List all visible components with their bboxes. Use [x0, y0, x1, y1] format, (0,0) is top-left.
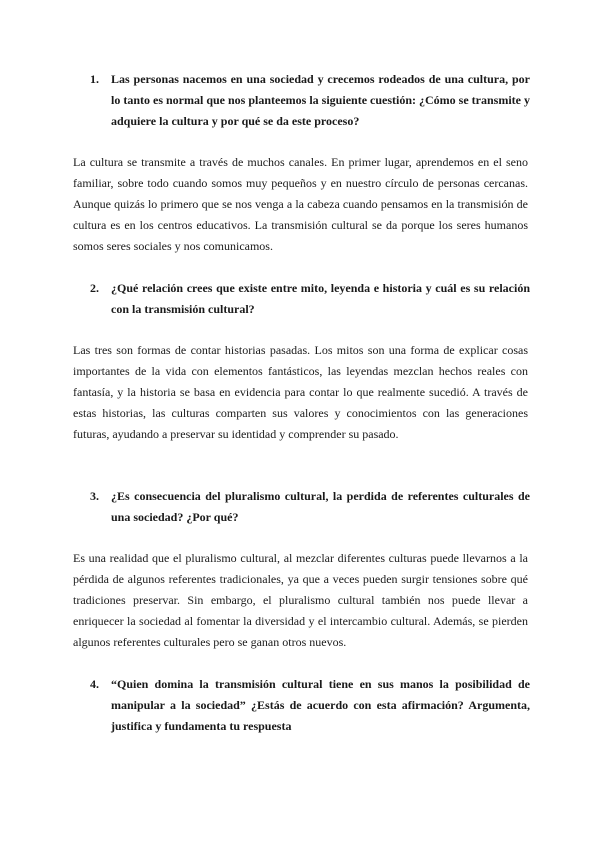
- question-2: [90, 278, 530, 320]
- question-1-text: Las personas nacemos en una sociedad y crecemos rodeados de una cultura, por lo tanto es normal que nos planteemos la siguiente cuestión: ¿Cómo se transmite y adquiere la cultura y por qué se da este proceso?: [111, 72, 530, 128]
- question-2-text: ¿Qué relación crees que existe entre mito, leyenda e historia y cuál es su relación con la transmisión cultural?: [111, 281, 530, 316]
- question-1: [90, 69, 530, 132]
- answer-3: Es una realidad que el pluralismo cultural, al mezclar diferentes culturas puede llevarnos a la pérdida de algunos referentes tradicionales, ya que a veces pueden surgir tensiones sobre qué tradiciones preservar. Sin embargo, el pluralismo cultural también nos puede llevar a enriquecer la sociedad al fomentar la diversidad y el intercambio cultural. Además, se pierden algunos referentes culturales pero se ganan otros nuevos.: [73, 551, 528, 649]
- answer-1: La cultura se transmite a través de muchos canales. En primer lugar, aprendemos en el seno familiar, sobre todo cuando somos muy pequeños y en nuestro círculo de personas cercanas. Aunque quizás lo primero que se nos venga a la cabeza cuando pensamos en la transmisión de cultura es en los centros educativos. La transmisión cultural se da porque los seres humanos somos seres sociales y nos comunicamos.: [73, 155, 528, 253]
- question-4: [90, 674, 530, 737]
- question-3: [90, 486, 530, 528]
- answer-2: Las tres son formas de contar historias pasadas. Los mitos son una forma de explicar cosas importantes de la vida con elementos fantásticos, las leyendas mezclan hechos reales con fantasía, y la historia se basa en evidencia para contar lo que realmente sucedió. A través de estas historias, las culturas comparten sus valores y conocimientos con las generaciones futuras, ayudando a preservar su identidad y comprender su pasado.: [73, 343, 528, 441]
- question-2-number: 2.: [90, 281, 99, 295]
- question-3-number: 3.: [90, 489, 99, 503]
- question-3-text: ¿Es consecuencia del pluralismo cultural, la perdida de referentes culturales de una sociedad? ¿Por qué?: [111, 489, 530, 524]
- question-1-number: 1.: [90, 72, 99, 86]
- question-4-text: “Quien domina la transmisión cultural tiene en sus manos la posibilidad de manipular a la sociedad” ¿Estás de acuerdo con esta afirmación? Argumenta, justifica y fundamenta tu respuesta: [111, 677, 530, 733]
- question-4-number: 4.: [90, 677, 99, 691]
